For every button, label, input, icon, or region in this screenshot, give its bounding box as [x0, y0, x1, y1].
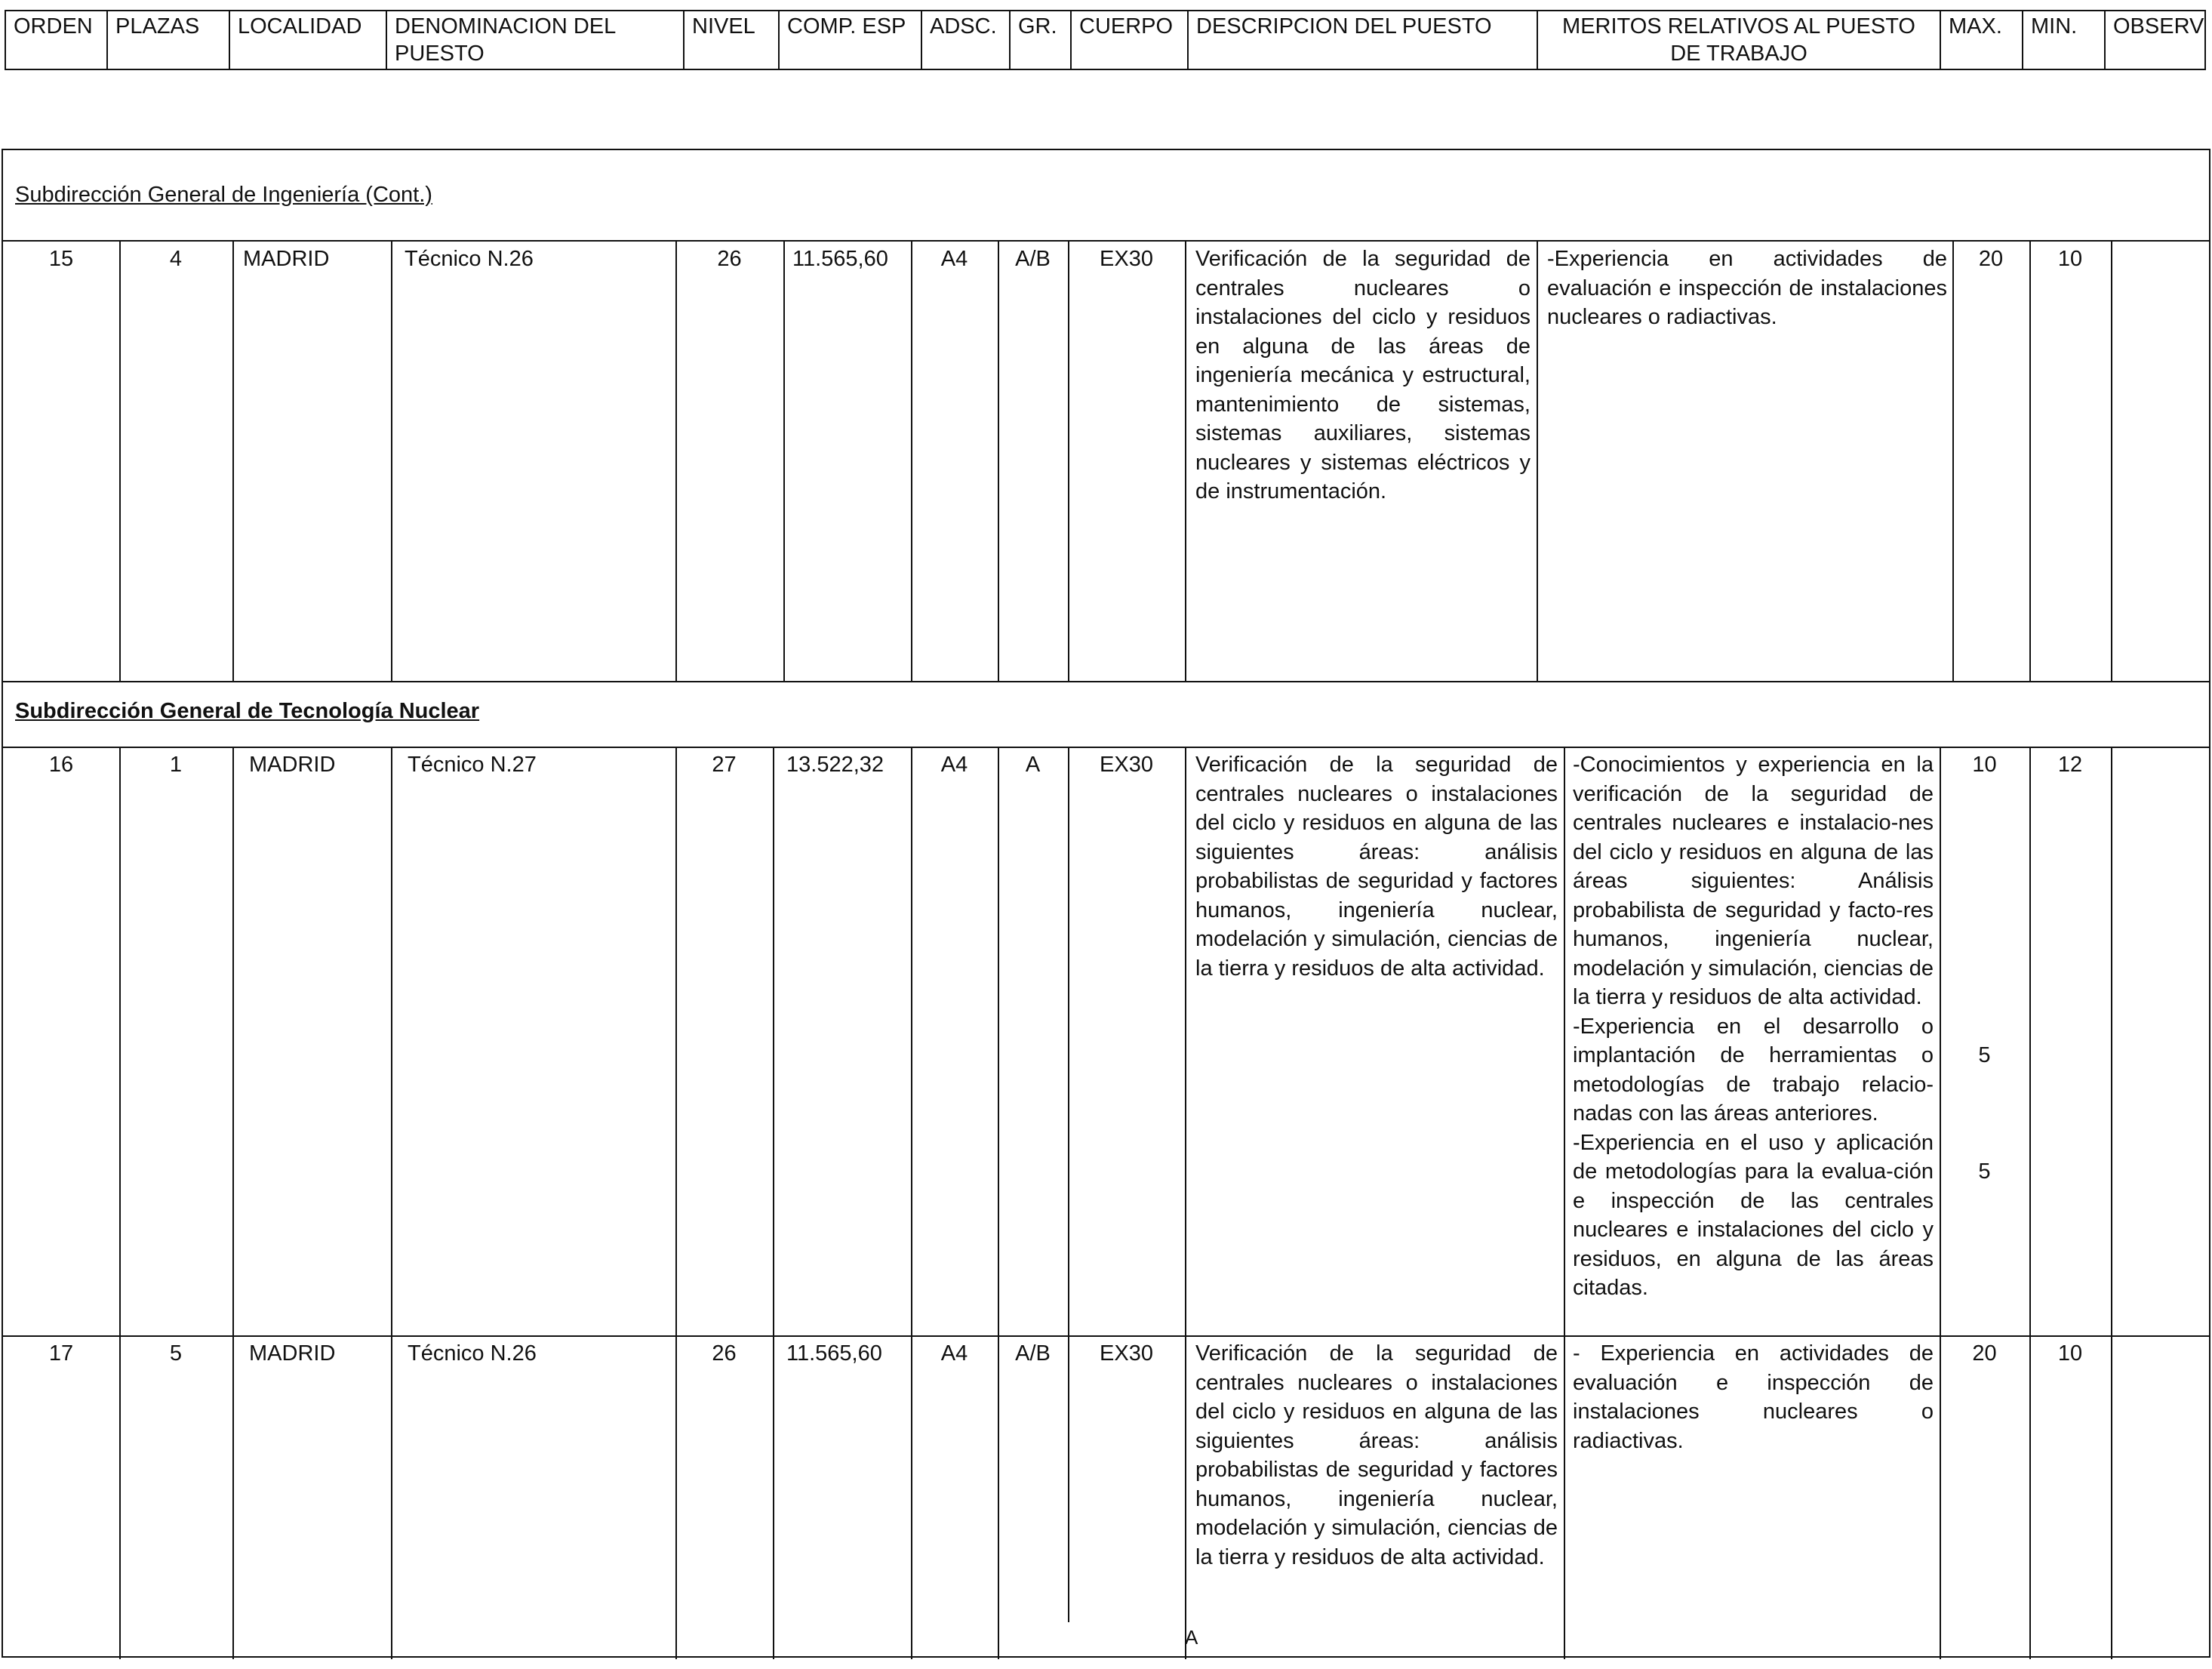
cell-nivel: 26 [717, 247, 742, 271]
col-divider [1185, 747, 1186, 1659]
cell-orden: 17 [48, 1341, 74, 1366]
col-denominacion: DENOMINACION DEL PUESTO [386, 11, 683, 69]
section-title-tecnologia-nuclear: Subdirección General de Tecnología Nuclear [15, 699, 480, 723]
cell-localidad: MADRID [249, 1341, 336, 1366]
cell-meritos: - Experiencia en actividades de evaluación e inspección de instalaciones nucleares o radiactivas. [1573, 1341, 1934, 1453]
cell-descripcion: Verificación de la seguridad de centrales nucleares o instalaciones del ciclo y residuos en alguna de las áreas de ingeniería mecánica y estructural, mantenimiento de sistemas, sistemas auxiliares, sistemas nucleares y sistemas eléctricos y de instrumentación. [1195, 247, 1531, 503]
cell-cuerpo: EX30 [1100, 1341, 1153, 1366]
col-divider [998, 747, 999, 1659]
merit-item: -Conocimientos y experiencia en la verificación de la seguridad de centrales nucleares e instalacio-nes del ciclo y residuos en alguna de las áreas siguientes: Análisis probabilista de seguridad y facto-res humanos, ingeniería nuclear, modelación y simulación, ciencias de la tierra y residuos de alta actividad. [1573, 753, 1934, 1009]
col-divider [773, 747, 774, 1659]
cell-max: 20 [1978, 247, 2004, 271]
row-divider [3, 681, 2209, 682]
col-gr: GR. [1009, 11, 1070, 69]
col-divider [232, 747, 234, 1659]
row-divider [3, 240, 2209, 242]
col-min: MIN. [2022, 11, 2104, 69]
col-orden: ORDEN [14, 14, 93, 38]
row-divider [3, 747, 2209, 748]
cell-cuerpo: EX30 [1100, 247, 1153, 271]
cell-orden: 16 [48, 753, 74, 777]
cell-plazas: 1 [169, 753, 183, 777]
col-divider [2029, 747, 2031, 1659]
col-divider [119, 747, 121, 1659]
cell-comp-esp: 13.522,32 [786, 753, 884, 777]
cell-comp-esp: 11.565,60 [792, 247, 888, 271]
cell-plazas: 5 [169, 1341, 183, 1366]
col-divider [232, 240, 234, 681]
cell-max: 5 [1978, 1043, 1991, 1067]
col-nivel: NIVEL [683, 11, 778, 69]
col-divider [119, 240, 121, 681]
cell-gr: A/B [1015, 247, 1051, 271]
positions-table [2, 149, 2210, 1658]
col-divider [2029, 240, 2031, 681]
cell-comp-esp: 11.565,60 [786, 1341, 882, 1366]
cell-plazas: 4 [169, 247, 183, 271]
cell-denominacion: Técnico N.26 [405, 247, 534, 271]
cell-gr: A [1025, 753, 1041, 777]
col-meritos: MERITOS RELATIVOS AL PUESTO DE TRABAJO [1537, 11, 1940, 69]
col-divider [675, 747, 677, 1659]
cell-descripcion: Verificación de la seguridad de centrales nucleares o instalaciones del ciclo y residuos en alguna de las siguientes áreas: análisis probabilistas de seguridad y factores humanos, ingeniería nuclear, modelación y simulación, ciencias de la tierra y residuos de alta actividad. [1195, 1341, 1558, 1569]
cell-adsc: A4 [940, 1341, 968, 1366]
cell-localidad: MADRID [243, 247, 330, 271]
cell-nivel: 26 [712, 1341, 737, 1366]
col-divider [1185, 240, 1186, 681]
cell-adsc: A4 [940, 247, 968, 271]
cell-localidad: MADRID [249, 753, 336, 777]
col-divider [1068, 240, 1069, 681]
col-cuerpo: CUERPO [1070, 11, 1187, 69]
col-adsc: ADSC. [921, 11, 1009, 69]
col-divider [391, 747, 392, 1659]
merit-item: -Experiencia en el uso y aplicación de metodologías para la evalua-ción e inspección de las centrales nucleares e instalaciones del ciclo y residuos, en alguna de las áreas citadas. [1573, 1130, 1934, 1300]
cell-denominacion: Técnico N.27 [408, 753, 537, 777]
cell-meritos [1573, 750, 1934, 1303]
col-plazas: PLAZAS [106, 11, 229, 69]
cell-descripcion: Verificación de la seguridad de centrales nucleares o instalaciones del ciclo y residuos en alguna de las siguientes áreas: análisis probabilistas de seguridad y factores humanos, ingeniería nuclear, modelación y simulación, ciencias de la tierra y residuos de alta actividad. [1195, 753, 1558, 981]
cell-cuerpo: EX30 [1100, 753, 1153, 777]
cell-denominacion: Técnico N.26 [408, 1341, 537, 1366]
col-divider [2111, 747, 2112, 1659]
col-divider [1537, 240, 1538, 681]
cell-max: 10 [1972, 753, 1997, 777]
cell-min: 10 [2057, 1341, 2083, 1366]
col-divider [1952, 240, 1954, 681]
cell-gr: A/B [1015, 1341, 1051, 1366]
col-comp-esp: COMP. ESP [778, 11, 921, 69]
col-divider [1564, 747, 1565, 1659]
cell-orden: 15 [48, 247, 74, 271]
col-divider [998, 240, 999, 681]
section-title-ingenieria: Subdirección General de Ingeniería (Cont.) [15, 183, 432, 207]
col-descripcion: DESCRIPCION DEL PUESTO [1187, 11, 1537, 69]
merit-item: -Experiencia en el desarrollo o implantación de herramientas o metodologías de trabajo relacio-nadas con las áreas anteriores. [1573, 1014, 1934, 1125]
col-max: MAX. [1940, 11, 2022, 69]
col-divider [783, 240, 785, 681]
cell-max: 5 [1978, 1159, 1991, 1184]
cell-min: 10 [2057, 247, 2083, 271]
col-divider [675, 240, 677, 681]
col-divider [911, 240, 912, 681]
row-divider [3, 1335, 2209, 1337]
col-divider [391, 240, 392, 681]
col-localidad: LOCALIDAD [229, 11, 386, 69]
page-mark: A [1185, 1626, 1198, 1649]
cell-adsc: A4 [940, 753, 968, 777]
col-divider [911, 747, 912, 1659]
col-divider [1068, 747, 1069, 1622]
cell-meritos: -Experiencia en actividades de evaluación e inspección de instalaciones nucleares o radiactivas. [1547, 247, 1947, 329]
cell-max: 20 [1972, 1341, 1997, 1366]
col-divider [1940, 747, 1941, 1659]
col-observ: OBSERV [2104, 11, 2207, 69]
cell-nivel: 27 [712, 753, 737, 777]
cell-min: 12 [2057, 753, 2083, 777]
column-header-row [5, 10, 2206, 70]
col-divider [2111, 240, 2112, 681]
